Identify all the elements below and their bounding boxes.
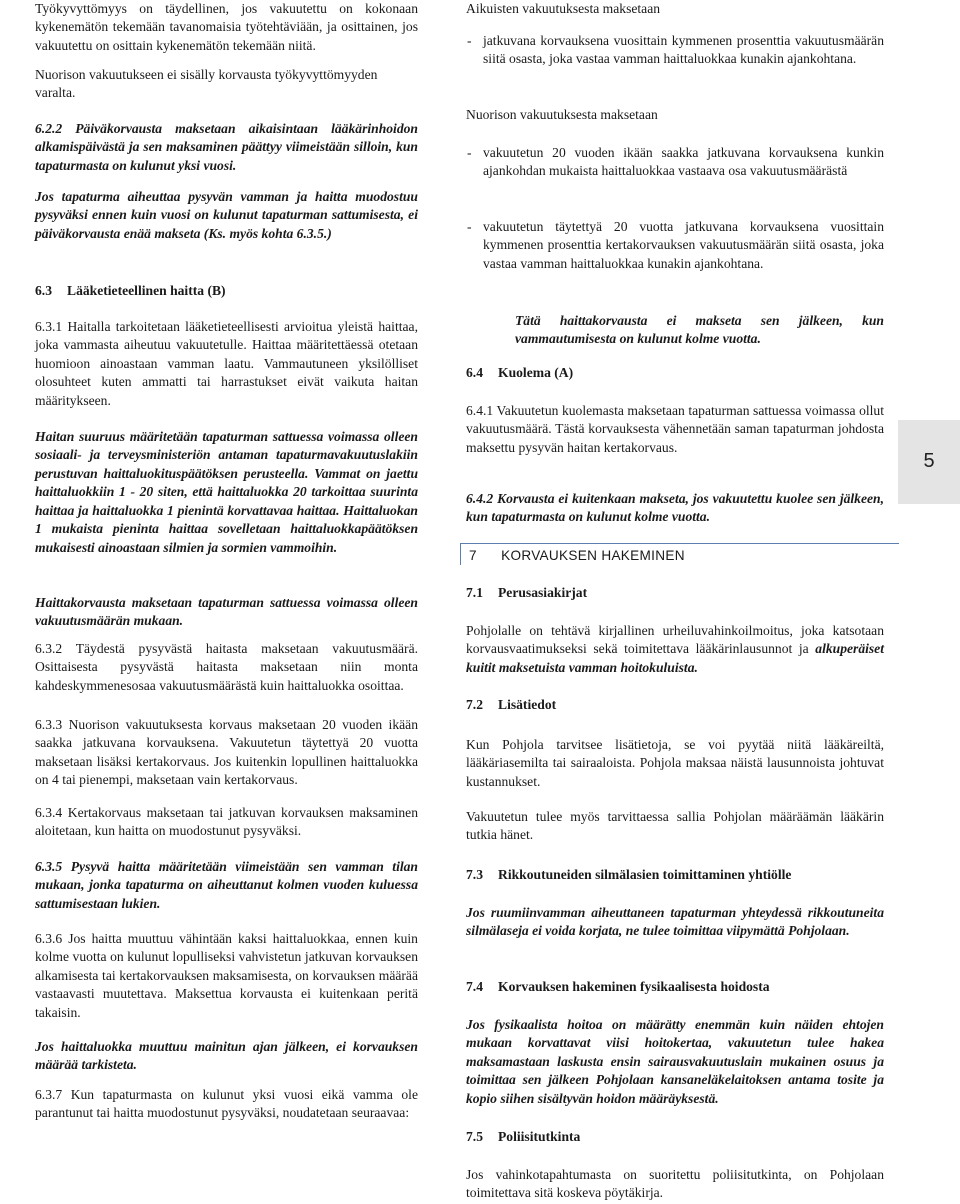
section-6-3-7 <box>35 1086 418 1123</box>
heading-title: Poliisitutkinta <box>498 1129 581 1144</box>
section-6-4-2 <box>466 490 884 527</box>
dash-bullet: - <box>467 219 472 234</box>
heading-number: 7.2 <box>466 697 483 712</box>
heading-number: 6.4 <box>466 365 483 380</box>
heading-title: Korvauksen hakeminen fysikaalisesta hoidosta <box>498 979 770 994</box>
section-text: Haitalla tarkoitetaan lääketieteellisesti arvioitua yleistä haittaa, joka vammasta aiheutuu vakuutetulle. Haittaa määritettäessä otetaan huomioon ainoastaan vamman laatu. Vammautuneen yksilölliset olosuhteet kuten ammatti tai harrastukset eivät vaikuta haitan määritykseen. <box>35 319 418 408</box>
section-6-3-3 <box>35 716 418 790</box>
heading-number: 6.3 <box>35 283 52 298</box>
list-item-text: vakuutetun 20 vuoden ikään saakka jatkuvana korvauksena kunkin ajankohdan mukaista haittaluokkaa vastaava osa vakuutusmäärästä <box>483 145 884 179</box>
section-6-2-2 <box>35 120 418 175</box>
section-text: Jos haitta muuttuu vähintään kaksi haittaluokkaa, ennen kuin kolme vuotta on kulunut lopulliseksi vahvistetun jatkuvan korvauksen alkamisesta tai kertakorvauksen maksamisesta, on korvauksen määrää vastaavasti muutettava. Maksettua korvausta ei kuitenkaan peritä takaisin. <box>35 931 418 1020</box>
heading-number: 7.5 <box>466 1129 483 1144</box>
paragraph-permanent-injury: Jos tapaturma aiheuttaa pysyvän vamman ja haitta muodostuu pysyväksi ennen kuin vuosi on kulunut tapaturman sattumisesta, ei päiväkorvausta enää makseta (Ks. myös kohta 6.3.5.) <box>35 189 418 241</box>
heading-7-1 <box>466 584 884 602</box>
heading-6-3 <box>35 282 418 300</box>
list-item-text: jatkuvana korvauksena vuosittain kymmenen prosenttia vakuutusmäärän siitä osasta, joka vastaa vamman haittaluokkaa kunakin ajankohtana. <box>483 33 884 67</box>
list-item <box>466 144 884 181</box>
heading-title: KORVAUKSEN HAKEMINEN <box>501 548 685 563</box>
section-number: 6.2.2 <box>35 121 63 136</box>
paragraph-additional-info: Kun Pohjola tarvitsee lisätietoja, se voi pyytää niitä lääkäreiltä, lääkäriasemilta tai sairaaloista. Pohjola maksaa näistä lausunnoista johtuvat kustannukset. <box>466 737 884 789</box>
section-number: 6.3.4 <box>35 805 63 820</box>
section-text: Vakuutetun kuolemasta maksetaan tapaturman sattuessa voimassa ollut vakuutusmäärä. Tästä korvauksesta vähennetään saman tapaturman johdosta maksettu pysyvän haitan kertakorvaus. <box>466 403 884 455</box>
heading-7-4 <box>466 978 884 996</box>
paragraph-harm-severity: Haitan suuruus määritetään tapaturman sattuessa voimassa olleen sosiaali- ja terveysministeriön antaman tapaturmavakuutuslakiin perustuvan haittaluokituspäätöksen perusteella. Vammat on jaettu haittaluokkiin 1 - 20 siten, että haittaluokka 20 tarkoittaa suurinta haittaa ja haittaluokka 1 pienintä korvattavaa haittaa. Haittaluokan 1 mukaista pieninta haittaa sovelletaan haittaluokkapäätöksen mukaisesti ainoastaan silmien ja sormien vammoihin. <box>35 429 418 555</box>
section-number: 6.3.7 <box>35 1087 63 1102</box>
paragraph-emphasis: alkuperäiset kuitit maksetuista vamman hoitokuluista. <box>466 641 884 675</box>
chapter-heading-7 <box>460 543 899 565</box>
section-text: Korvausta ei kuitenkaan makseta, jos vakuutettu kuolee sen jälkeen, kun tapaturmasta on kulunut kolme vuotta. <box>466 491 884 525</box>
section-text: Pysyvä haitta määritetään viimeistään sen vamman tilan mukaan, jonka tapaturma on aiheuttanut kolmen vuoden kuluessa sattumisestaan lukien. <box>35 859 418 911</box>
list-item <box>466 32 884 69</box>
heading-6-4 <box>466 364 884 382</box>
paragraph-doctor-examination: Vakuutetun tulee myös tarvittaessa sallia Pohjolan määräämän lääkärin tutkia hänet. <box>466 809 884 843</box>
section-text: Kertakorvaus maksetaan tai jatkuvan korvauksen maksaminen aloitetaan, kun haitta on muodostunut pysyväksi. <box>35 805 418 839</box>
heading-title: Rikkoutuneiden silmälasien toimittaminen yhtiölle <box>498 867 792 882</box>
section-6-3-5 <box>35 858 418 913</box>
section-number: 6.3.2 <box>35 641 63 656</box>
heading-7-5 <box>466 1128 884 1146</box>
heading-7-2 <box>466 696 884 714</box>
paragraph-physiotherapy: Jos fysikaalista hoitoa on määrätty enemmän kuin näiden ehtojen mukaan korvattavat viisi hoitokertaa, vakuutetun tulee hakea maksamastaan laskusta ensin sairausvakuutuslain mukainen osuus ja toimittaa sen jälkeen Pohjolaan kansaneläkelaitoksen antama tosite ja kopio siihen sisältyvän hoidon määräyksestä. <box>466 1017 884 1106</box>
heading-title: Lisätiedot <box>498 697 557 712</box>
dash-bullet: - <box>467 33 472 48</box>
paragraph-disability: Työkyvyttömyys on täydellinen, jos vakuutettu on kokonaan kykenemätön tekemään tavanomaisia työtehtäviään, ja osittainen, jos vakuutettu on osittain kykenemätön tekemään niitä. <box>35 1 418 53</box>
section-number: 6.4.1 <box>466 403 494 418</box>
heading-number: 7.1 <box>466 585 483 600</box>
paragraph-basic-documents <box>466 622 884 677</box>
paragraph-youth-no-disability: Nuorison vakuutukseen ei sisälly korvausta työkyvyttömyyden varalta. <box>35 67 378 101</box>
section-6-4-1 <box>466 402 884 457</box>
section-6-3-1 <box>35 318 418 410</box>
paragraph-compensation-note: Tätä haittakorvausta ei makseta sen jälkeen, kun vammautumisesta on kulunut kolme vuotta. <box>515 313 884 347</box>
paragraph-harm-compensation: Haittakorvausta maksetaan tapaturman sattuessa voimassa olleen vakuutusmäärän mukaan. <box>35 595 418 629</box>
paragraph-police-investigation: Jos vahinkotapahtumasta on suoritettu poliisitutkinta, on Pohjolaan toimitettava sitä koskeva pöytäkirja. <box>466 1167 884 1201</box>
section-number: 6.3.6 <box>35 931 63 946</box>
section-text: Täydestä pysyvästä haitasta maksetaan vakuutusmäärä. Osittaisesta pysyvästä haitasta maksetaan niin monta kahdeskymmenesosaa vakuutusmäärästä kuin haittaluokka osoittaa. <box>35 641 418 693</box>
section-text: Nuorison vakuutuksesta korvaus maksetaan 20 vuoden ikään saakka jatkuvana korvauksena. Vakuutetun täytettyä 20 vuotta maksetaan lisäksi kertakorvaus. Jos kuitenkin lopullinen haittaluokka on 4 tai pienempi, maksetaan vain kertakorvaus. <box>35 717 418 788</box>
section-number: 6.3.1 <box>35 319 63 334</box>
paragraph-text: Pohjolalle on tehtävä kirjallinen urheiluvahinkoilmoitus, joka katsotaan korvausvaatimukseksi sekä toimitettava lääkärinlausunnot ja <box>466 623 884 657</box>
paragraph-adult-insurance: Aikuisten vakuutuksesta maksetaan <box>466 1 661 16</box>
heading-title: Perusasiakirjat <box>498 585 588 600</box>
list-item <box>466 218 884 273</box>
section-6-3-6 <box>35 930 418 1022</box>
section-number: 6.4.2 <box>466 491 494 506</box>
section-text: Päiväkorvausta maksetaan aikaisintaan lääkärinhoidon alkamispäivästä ja sen maksaminen päättyy viimeistään silloin, kun tapaturmasta on kulunut yksi vuosi. <box>35 121 418 173</box>
section-number: 6.3.5 <box>35 859 63 874</box>
heading-number: 7 <box>469 548 477 563</box>
heading-7-3 <box>466 866 884 884</box>
heading-number: 7.4 <box>466 979 483 994</box>
heading-title: Kuolema (A) <box>498 365 574 380</box>
paragraph-no-review: Jos haittaluokka muuttuu mainitun ajan jälkeen, ei korvauksen määrää tarkisteta. <box>35 1039 418 1073</box>
chapter-side-tab <box>898 420 960 504</box>
heading-title: Lääketieteellinen haitta (B) <box>67 283 226 298</box>
paragraph-broken-glasses: Jos ruumiinvamman aiheuttaneen tapaturman yhteydessä rikkoutuneita silmälaseja ei voida korjata, ne tulee toimittaa viipymättä Pohjolaan. <box>466 905 884 939</box>
heading-number: 7.3 <box>466 867 483 882</box>
chapter-number: 5 <box>923 450 935 473</box>
section-6-3-4 <box>35 804 418 841</box>
list-item-text: vakuutetun täytettyä 20 vuotta jatkuvana korvauksena vuosittain kymmenen prosenttia kertakorvauksen vakuutusmäärän siitä osasta, joka vastaa vamman haittaluokkaa kunakin ajankohtana. <box>483 219 884 271</box>
section-text: Kun tapaturmasta on kulunut yksi vuosi eikä vamma ole parantunut tai haitta muodostunut pysyväksi, noudatetaan seuraavaa: <box>35 1087 418 1121</box>
dash-bullet: - <box>467 145 472 160</box>
section-6-3-2 <box>35 640 418 695</box>
section-number: 6.3.3 <box>35 717 63 732</box>
paragraph-youth-insurance: Nuorison vakuutuksesta maksetaan <box>466 107 658 122</box>
